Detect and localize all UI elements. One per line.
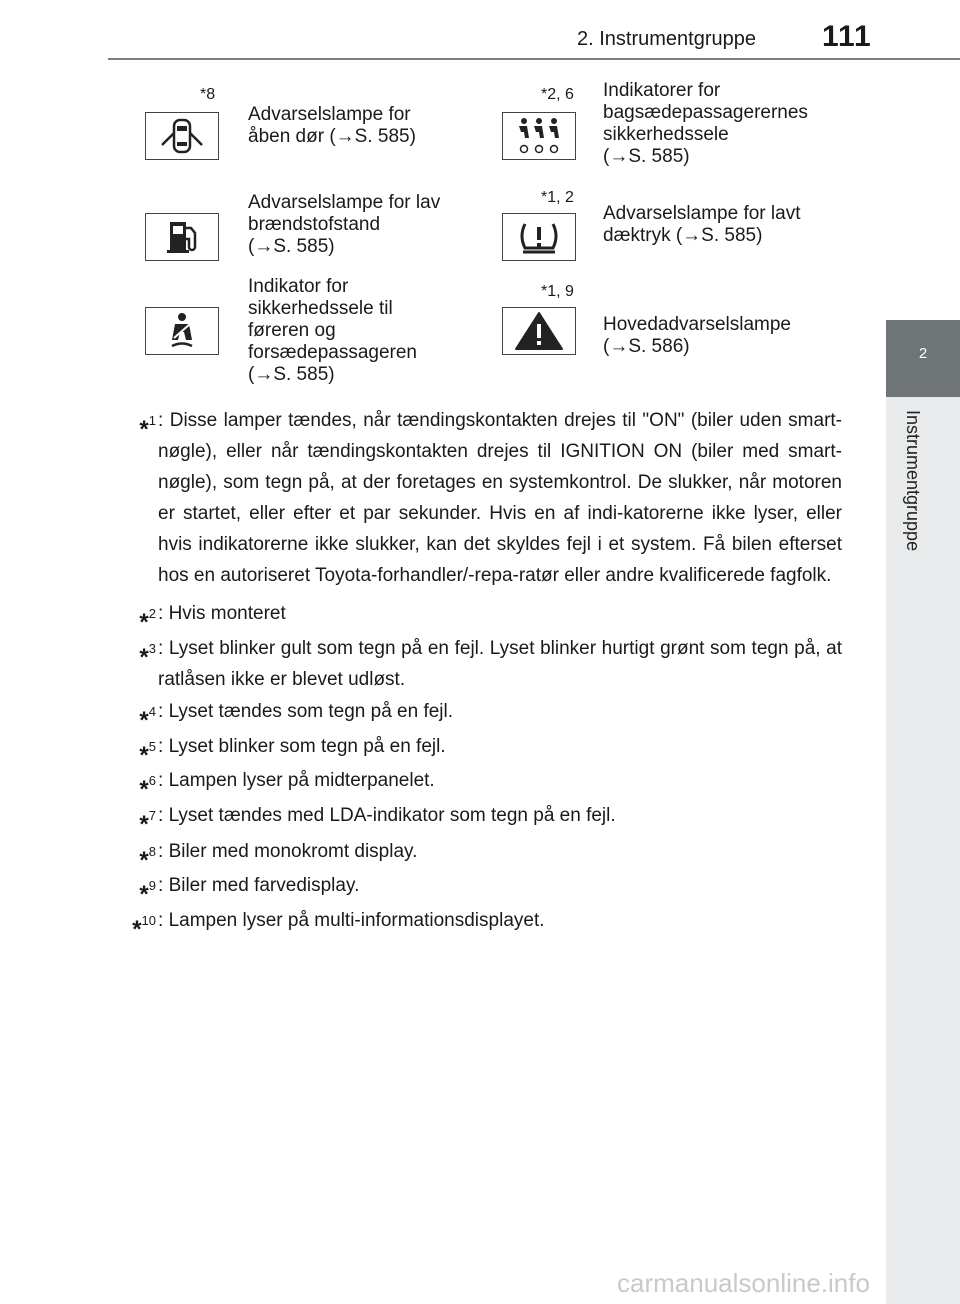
- footnote-8: *$^8$ : Biler med monokromt display.: [100, 836, 842, 867]
- footnote-7: *$^7$ : Lyset tændes med LDA-indikator som tegn på en fejl.: [100, 800, 842, 831]
- lamp-text-master-warning: Hovedadvarselslampe (→S. 586): [603, 314, 791, 357]
- lamp-text-fuel: Advarselslampe for lav brændstofstand (→S. 585): [248, 192, 441, 257]
- side-chapter-number: 2: [918, 345, 928, 362]
- footnote-1: *$^1$ : Disse lamper tændes, når tændingskontakten drejes til "ON" (biler uden smart-nøgle), eller når tændingskontakten drejes til IGNITION ON (biler med smart-nøgle), som tegn på, at der foretages en systemkontrol. De slukker, når motoren er startet, eller efter et par sekunder. Hvis en af indi-katorerne ikke lyser, eller hvis indikatorerne ikke slukker, kan det skyldes fejl i et system. Få bilen efterset hos en autoriseret Toyota-forhandler/-repa-ratør eller andre kvalificerede fagfolk.: [100, 405, 842, 591]
- lamp-text-tire-pressure: Advarselslampe for lavt dæktryk (→S. 585): [603, 203, 801, 246]
- seatbelt-icon: [152, 310, 212, 352]
- footnote-9: *$^9$ : Biler med farvedisplay.: [100, 870, 842, 901]
- side-chapter-strip: [886, 397, 960, 1304]
- side-chapter-tab: [886, 320, 960, 397]
- lamp-icon-box-master-warning: [502, 307, 576, 355]
- footnote-5: *$^5$ : Lyset blinker som tegn på en fejl.: [100, 731, 842, 762]
- footnote-6: *$^6$ : Lampen lyser på midterpanelet.: [100, 765, 842, 796]
- side-chapter-label: Instrumentgruppe: [903, 410, 923, 552]
- lamp-note-tire-pressure: *1, 2: [541, 189, 574, 206]
- lamp-icon-box-fuel: [145, 213, 219, 261]
- footnote-2: *$^2$ : Hvis monteret: [100, 598, 842, 629]
- page-number: 111: [822, 20, 872, 53]
- lamp-icon-box-open-door: [145, 112, 219, 160]
- master-warning-icon: [509, 310, 569, 352]
- header-divider: [108, 58, 960, 60]
- header-section-title: 2. Instrumentgruppe: [577, 28, 756, 50]
- open-door-icon: [152, 115, 212, 157]
- tire-pressure-icon: [509, 216, 569, 258]
- footnote-4: *$^4$ : Lyset tændes som tegn på en fejl.: [100, 696, 842, 727]
- fuel-pump-icon: [152, 216, 212, 258]
- lamp-text-rear-seatbelt: Indikatorer for bagsædepassagerernes sikkerhedssele (→S. 585): [603, 80, 808, 167]
- rear-seatbelt-icon: [507, 115, 571, 157]
- footnote-10: *$^{10}$ : Lampen lyser på multi-informationsdisplayet.: [100, 905, 842, 936]
- lamp-note-master-warning: *1, 9: [541, 283, 574, 300]
- lamp-icon-box-seatbelt: [145, 307, 219, 355]
- lamp-text-seatbelt: Indikator for sikkerhedssele til føreren og forsædepassageren (→S. 585): [248, 276, 417, 385]
- lamp-text-open-door: Advarselslampe for åben dør (→S. 585): [248, 104, 416, 147]
- lamp-icon-box-rear-seatbelt: [502, 112, 576, 160]
- watermark: carmanualsonline.info: [617, 1268, 870, 1298]
- lamp-icon-box-tire-pressure: [502, 213, 576, 261]
- footnote-3: *$^3$ : Lyset blinker gult som tegn på en fejl. Lyset blinker hurtigt grønt som tegn på, at ratlåsen ikke er blevet udløst.: [100, 633, 842, 695]
- lamp-note-rear-seatbelt: *2, 6: [541, 86, 574, 103]
- lamp-note-open-door: *8: [200, 86, 216, 103]
